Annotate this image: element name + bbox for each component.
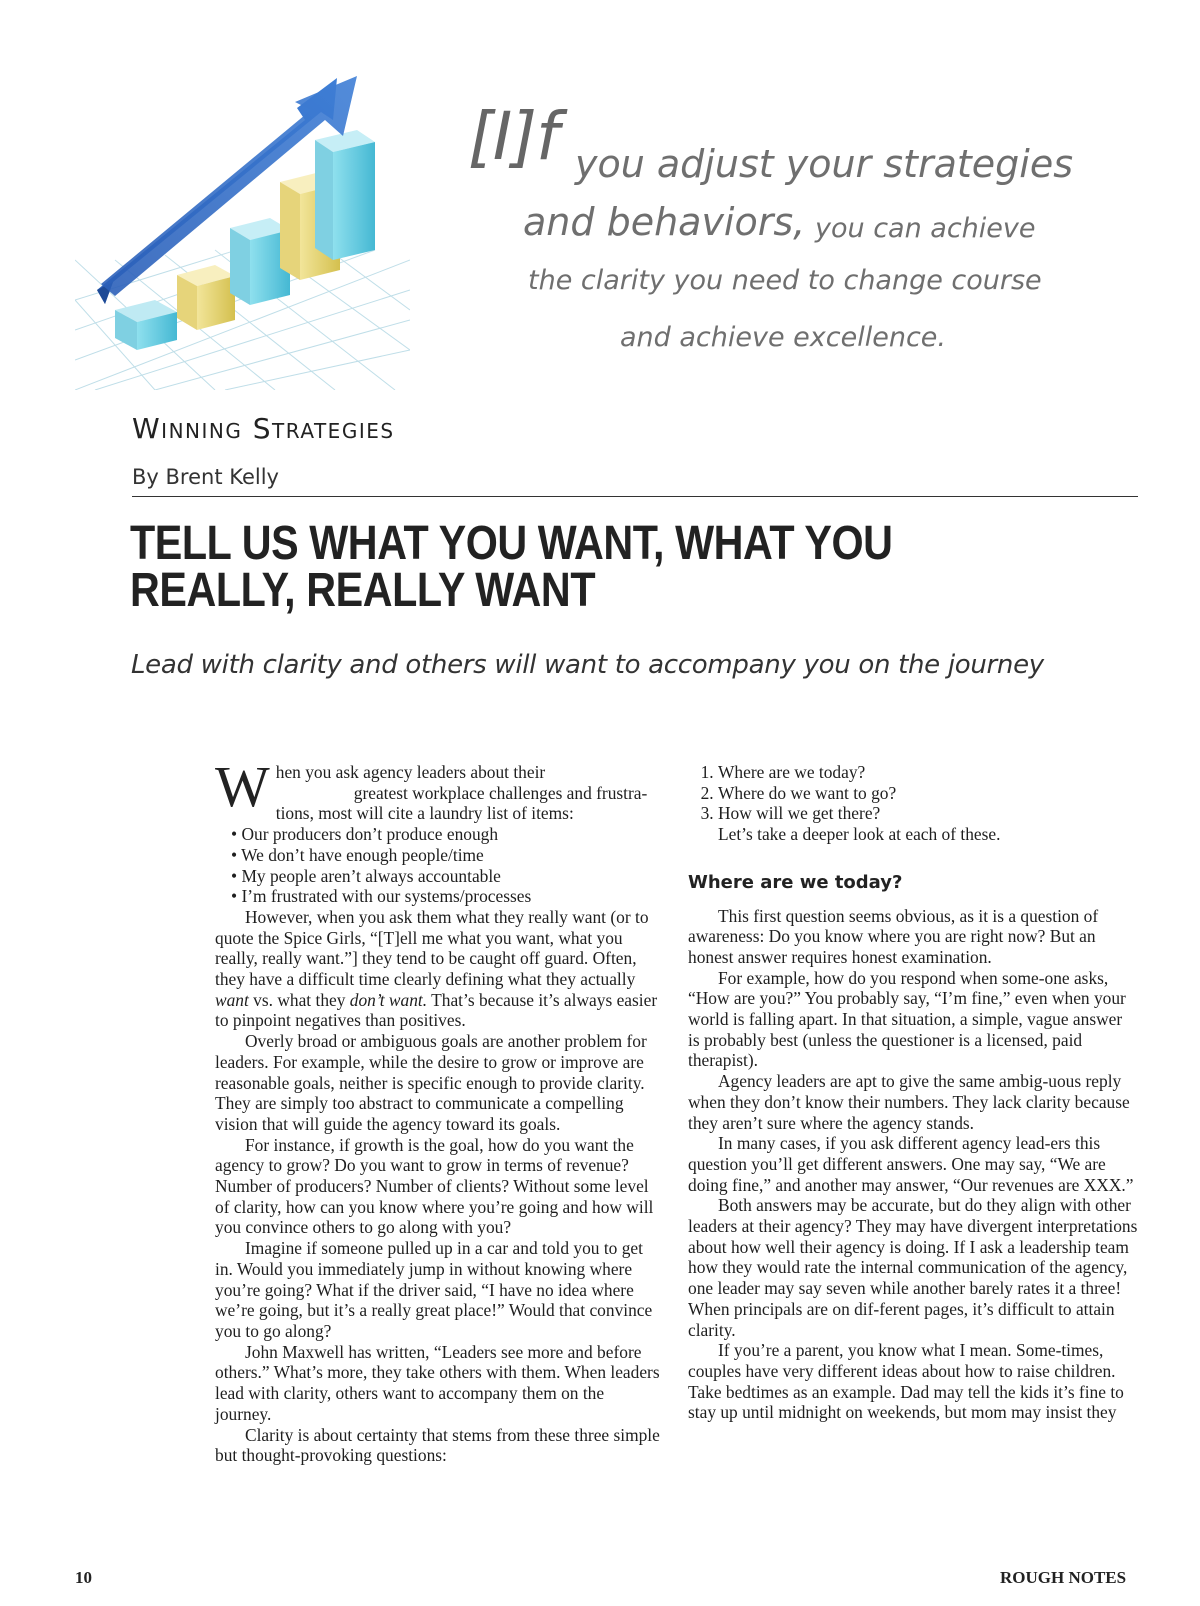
body-paragraph: Both answers may be accurate, but do they align with other leaders at their agency? They may have divergent interpretations about how well their agency is doing. If I ask a leadership team how they would rate the internal communication of the agency, one leader may say seven while another barely rates it a three! When principals are on dif-ferent pages, it’s difficult to attain clarity. <box>688 1195 1138 1340</box>
bar-5 <box>315 130 375 260</box>
bar-1 <box>115 300 177 350</box>
body-paragraph: This first question seems obvious, as it is a question of awareness: Do you know where you are right now? But an honest answer requires honest examination. <box>688 905 1099 967</box>
pull-quote-line-2b: you can achieve <box>815 213 1036 244</box>
body-paragraph: In many cases, if you ask different agency lead-ers this question you’ll get different answers. One may say, “We are doing fine,” and another may answer, “Our revenues are XXX.” <box>688 1133 1134 1195</box>
body-column-left <box>215 754 660 1466</box>
body-paragraph: Overly broad or ambiguous goals are another problem for leaders. For example, while the desire to grow or improve are reasonable goals, neither is specific enough to provide clarity. They are simply too abstract to communicate a compelling vision that will guide the agency toward its goals. <box>215 1031 647 1134</box>
byline: By Brent Kelly <box>132 465 279 489</box>
list-item: • We don’t have enough people/time <box>231 845 660 866</box>
list-item: 3. How will we get there? <box>718 803 1138 824</box>
page-number: 10 <box>75 1568 92 1587</box>
pull-quote-line-3: the clarity you need to change course <box>528 265 1042 296</box>
body-column-right <box>688 762 1138 1423</box>
body-paragraph: For example, how do you respond when some-one asks, “How are you?” You probably say, “I’m fine,” even when your world is falling apart. In that situation, a simple, vague answer is probably best (unless the questioner is a licensed, paid therapist). <box>688 967 1126 1071</box>
body-paragraph: John Maxwell has written, “Leaders see more and before others.” What’s more, they take others with them. When leaders lead with clarity, others want to accompany them on the journey. <box>215 1341 660 1424</box>
body-paragraph: If you’re a parent, you know what I mean. Some-times, couples have very different ideas about how to raise children. Take bedtimes as an example. Dad may tell the kids it’s fine to stay up until midnight on weekends, but mom may insist they <box>688 1340 1124 1423</box>
section-title: Winning Strategies <box>132 412 395 445</box>
challenge-list <box>215 824 660 907</box>
body-paragraph: Let’s take a deeper look at each of these. <box>718 824 1001 845</box>
list-item: • Our producers don’t produce enough <box>231 824 660 845</box>
body-paragraph: Agency leaders are apt to give the same ambig-uous reply when they don’t know their numbers. They lack clarity because they aren’t sure where the agency stands. <box>688 1071 1130 1133</box>
pull-quote-line-4: and achieve excellence. <box>620 322 946 353</box>
drop-cap: W <box>215 754 270 819</box>
pull-quote-lead: [I]f <box>468 98 559 175</box>
bar-2 <box>177 265 235 330</box>
intro-paragraph: When you ask agency leaders about their greatest workplace challenges and frustra- tions, most will cite a laundry list of items: <box>215 754 648 824</box>
questions-list <box>688 762 1138 824</box>
header-rule <box>132 496 1138 497</box>
growth-chart-illustration <box>75 60 410 390</box>
list-item: • My people aren’t always accountable <box>231 866 660 887</box>
body-paragraph: Imagine if someone pulled up in a car and told you to get in. Would you immediately jump in without knowing where you’re going? What if the driver said, “I have no idea where we’re going, but it’s a really great place!” Would that convince you to go along? <box>215 1238 653 1341</box>
magazine-name: ROUGH NOTES <box>1000 1568 1127 1587</box>
body-paragraph: For instance, if growth is the goal, how do you want the agency to grow? Do you want to grow in terms of revenue? Number of producers? Number of clients? Without some level of clarity, how can you know where you’re going and how will you convince others to go along with you? <box>215 1134 654 1238</box>
subheading: Where are we today? <box>688 871 903 893</box>
pull-quote-line-1: you adjust your strategies <box>575 142 1073 186</box>
list-item: • I’m frustrated with our systems/processes <box>231 886 660 907</box>
list-item: 1. Where are we today? <box>718 762 1138 783</box>
body-paragraph: However, when you ask them what they really want (or to quote the Spice Girls, “[T]ell me what you want, what you really, really want.”] they tend to be caught off guard. Often, they have a difficult time clearly defining what they actually want vs. what they don’t want. That’s because it’s always easier to pinpoint negatives than positives. <box>215 906 658 1031</box>
body-paragraph: Clarity is about certainty that stems from these three simple but thought-provoking questions: <box>215 1424 660 1466</box>
article-dek: Lead with clarity and others will want to accompany you on the journey <box>131 650 1044 680</box>
article-headline: TELL US WHAT YOU WANT, WHAT YOU REALLY, REALLY WANT <box>130 517 893 617</box>
pull-quote-line-2a: and behaviors, <box>523 200 806 244</box>
list-item: 2. Where do we want to go? <box>718 783 1138 804</box>
